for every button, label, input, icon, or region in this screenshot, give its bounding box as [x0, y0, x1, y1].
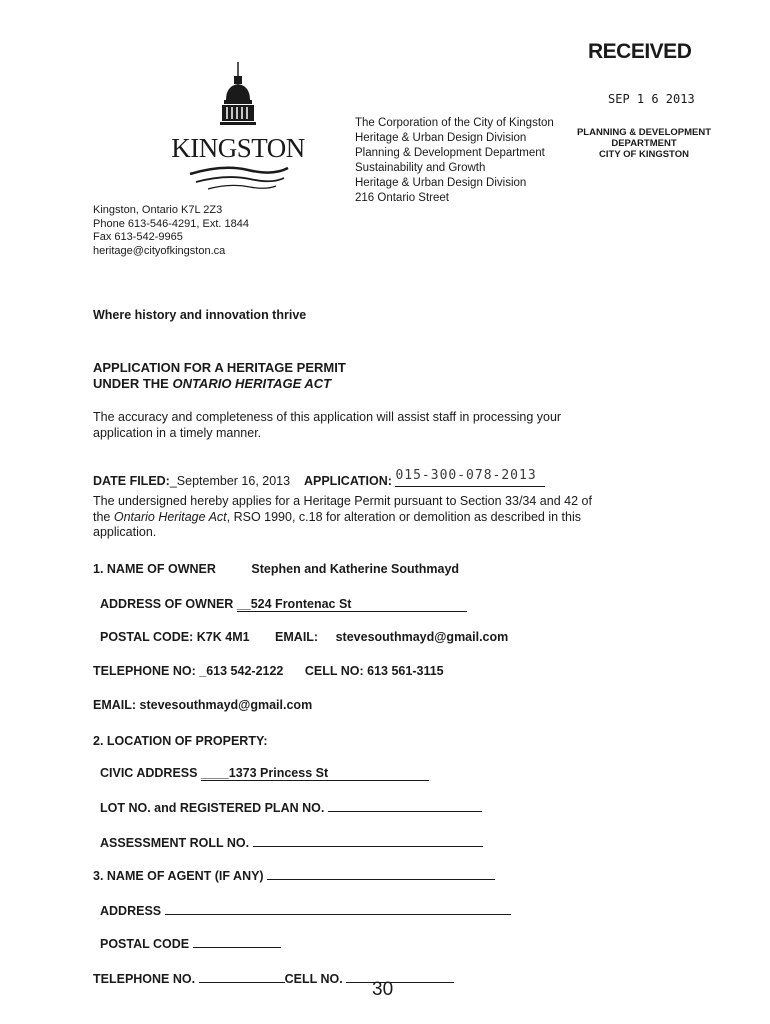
agent-name-field[interactable]	[267, 867, 495, 880]
owner-name-value[interactable]: Stephen and Katherine Southmayd	[251, 562, 460, 576]
received-stamp-department	[574, 127, 714, 160]
agent-telephone-label: TELEPHONE NO.	[93, 972, 196, 986]
owner-cell-label[interactable]: CELL NO: 613 561-3115	[304, 664, 444, 678]
stamp-line: PLANNING & DEVELOPMENT	[576, 127, 712, 138]
lot-plan-label: LOT NO. and REGISTERED PLAN NO.	[100, 801, 325, 815]
application-title	[93, 360, 346, 392]
owner-address-value: __524 Frontenac St	[237, 597, 467, 612]
property-heading: 2. LOCATION OF PROPERTY:	[93, 734, 268, 748]
civic-address-label: CIVIC ADDRESS	[100, 766, 198, 780]
agent-address-field[interactable]	[165, 902, 511, 915]
statement-paragraph	[93, 494, 592, 541]
received-stamp-date: SEP 1 6 2013	[608, 92, 695, 106]
agent-address-row	[100, 902, 511, 918]
application-number-field[interactable]	[395, 468, 545, 487]
agent-address-label: ADDRESS	[100, 904, 162, 918]
title-prefix: UNDER THE	[93, 376, 173, 391]
date-filed-value[interactable]: _September 16, 2013	[169, 474, 291, 488]
title-act: ONTARIO HERITAGE ACT	[172, 376, 332, 391]
statement-line: application.	[93, 525, 157, 539]
date-filed-row	[93, 468, 545, 488]
logo-wordmark: KINGSTON	[171, 133, 305, 163]
statement-line	[93, 510, 592, 526]
stamp-line: CITY OF KINGSTON	[599, 149, 689, 160]
agent-telephone-row	[93, 970, 454, 986]
contact-line: Kingston, Ontario K7L 2Z3	[93, 204, 223, 216]
owner-heading-row	[93, 562, 459, 576]
org-line: 216 Ontario Street	[355, 192, 449, 204]
page-number: 30	[372, 979, 394, 1000]
agent-postal-field[interactable]	[193, 935, 281, 948]
statement-suffix: , RSO 1990, c.18 for alteration or demolition as described in this	[226, 509, 581, 524]
agent-postal-label: POSTAL CODE	[100, 937, 190, 951]
stamp-line: DEPARTMENT	[611, 138, 677, 149]
agent-heading: 3. NAME OF AGENT (IF ANY)	[93, 869, 264, 883]
contact-line: Fax 613-542-9965	[93, 231, 183, 243]
agent-cell-field[interactable]	[346, 970, 454, 983]
owner-email-label: EMAIL:	[275, 630, 319, 644]
contact-info	[93, 204, 249, 258]
owner-postal-label: POSTAL CODE: K7K 4M1	[100, 630, 250, 644]
intro-paragraph	[93, 409, 561, 441]
owner-email-secondary[interactable]: EMAIL: stevesouthmayd@gmail.com	[93, 698, 313, 712]
title-line	[93, 376, 346, 392]
owner-telephone-row	[93, 664, 444, 678]
org-line: Sustainability and Growth	[355, 162, 486, 174]
title-line: APPLICATION FOR A HERITAGE PERMIT	[93, 360, 346, 375]
agent-heading-row	[93, 867, 495, 883]
assessment-roll-row	[100, 834, 483, 850]
kingston-logo	[168, 62, 308, 207]
agent-postal-row	[100, 935, 281, 951]
contact-line: Phone 613-546-4291, Ext. 1844	[93, 217, 249, 230]
application-number-value: 015-300-078-2013	[395, 468, 537, 483]
owner-email-value[interactable]: stevesouthmayd@gmail.com	[335, 630, 509, 644]
owner-postal-row	[100, 630, 508, 644]
owner-telephone-value[interactable]: _613 542-2122	[199, 664, 284, 678]
intro-line: application in a timely manner.	[93, 426, 262, 440]
statement-act: Ontario Heritage Act	[113, 509, 227, 524]
owner-address-row	[100, 597, 471, 611]
assessment-roll-label: ASSESSMENT ROLL NO.	[100, 836, 250, 850]
statement-prefix: the	[93, 509, 114, 524]
org-line: Planning & Development Department	[355, 147, 545, 159]
lot-plan-row	[100, 799, 482, 815]
agent-cell-label: CELL NO.	[284, 972, 343, 986]
date-filed-label: DATE FILED:	[93, 474, 170, 488]
application-label: APPLICATION:	[303, 474, 392, 488]
org-line: Heritage & Urban Design Division	[355, 132, 527, 144]
org-line: The Corporation of the City of Kingston	[355, 117, 554, 129]
contact-email-link[interactable]: heritage@cityofkingston.ca	[93, 244, 226, 257]
tagline: Where history and innovation thrive	[93, 308, 307, 322]
intro-line: The accuracy and completeness of this application will assist staff in processing your	[93, 410, 562, 424]
owner-telephone-label: TELEPHONE NO:	[93, 664, 196, 678]
statement-line: The undersigned hereby applies for a Heritage Permit pursuant to Section 33/34 and 42 of	[93, 494, 592, 508]
owner-heading: 1. NAME OF OWNER	[93, 562, 216, 576]
organization-address	[355, 116, 554, 206]
civic-address-value[interactable]: ____1373 Princess St	[201, 766, 429, 781]
assessment-roll-field[interactable]	[253, 834, 483, 847]
org-line: Heritage & Urban Design Division	[355, 177, 527, 189]
owner-address-label: ADDRESS OF OWNER	[100, 597, 234, 611]
received-stamp-heading: RECEIVED	[588, 40, 692, 63]
agent-telephone-field[interactable]	[199, 970, 285, 983]
civic-address-row	[100, 766, 429, 781]
owner-address-field[interactable]	[237, 597, 471, 609]
lot-plan-field[interactable]	[328, 799, 482, 812]
